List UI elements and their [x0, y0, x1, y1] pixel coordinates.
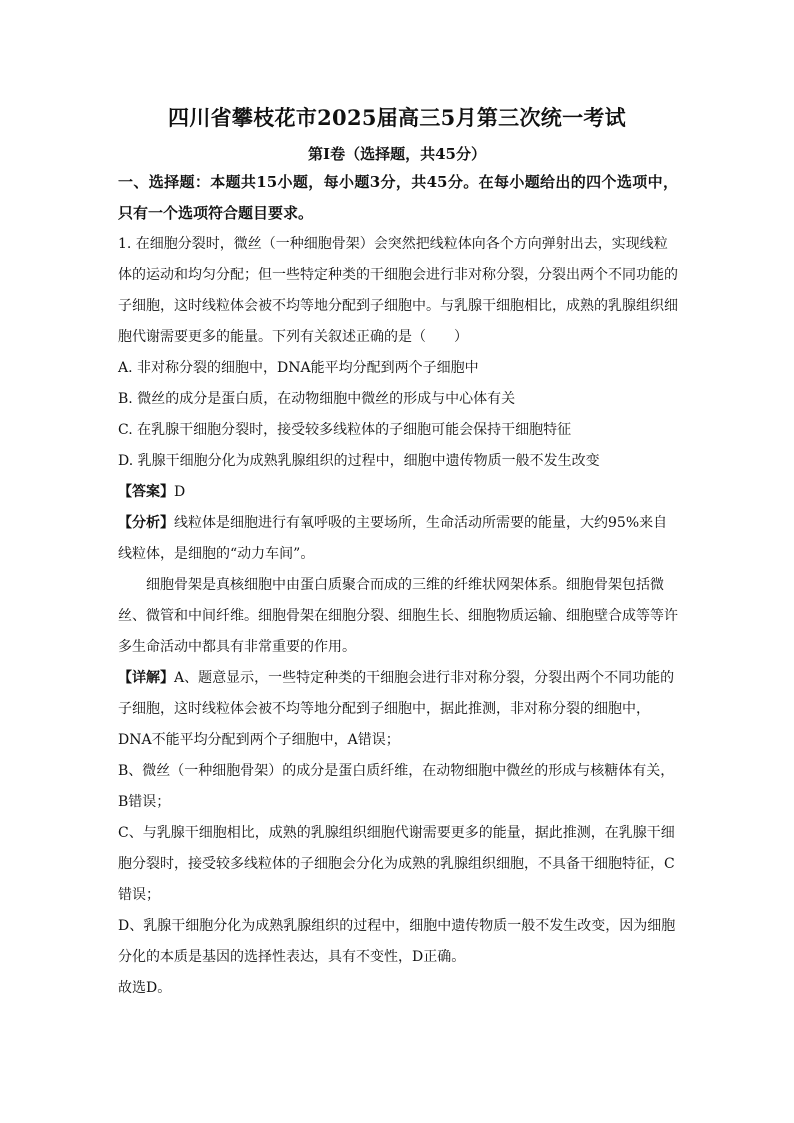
analysis-paragraph — [118, 508, 678, 570]
option-b: B. 微丝的成分是蛋白质，在动物细胞中微丝的形成与中心体有关 — [118, 391, 516, 407]
option-a: A. 非对称分裂的细胞中，DNA能平均分配到两个子细胞中 — [118, 360, 479, 376]
detail-paragraph-a — [118, 663, 678, 756]
exam-subtitle: 第I卷（选择题，共45分） — [308, 145, 486, 163]
exam-title: 四川省攀枝花市2025届高三5月第三次统一考试 — [168, 105, 626, 130]
detail-paragraph-d: D、乳腺干细胞分化为成熟乳腺组织的过程中，细胞中遗传物质一般不发生改变，因为细胞分化的本质是基因的选择性表达，具有不变性，D正确。 — [118, 918, 676, 965]
answer-label: 【答案】 — [118, 484, 174, 500]
detail-label: 【详解】 — [118, 670, 174, 686]
analysis-text: 线粒体是细胞进行有氧呼吸的主要场所，生命活动所需要的能量，大约95%来自线粒体，是细胞的“动力车间”。 — [118, 515, 668, 562]
answer-value: D — [174, 484, 186, 500]
question-stem: 1. 在细胞分裂时，微丝（一种细胞骨架）会突然把线粒体向各个方向弹射出去，实现线粒体的运动和均匀分配；但一些特定种类的干细胞会进行非对称分裂，分裂出两个不同功能的子细胞，这时线粒体会被不均等地分配到子细胞中。与乳腺干细胞相比，成熟的乳腺组织细胞代谢需要更多的能量。下列有关叙述正确的是（ ） — [118, 236, 678, 345]
analysis-paragraph-2: 细胞骨架是真核细胞中由蛋白质聚合而成的三维的纤维状网架体系。细胞骨架包括微丝、微管和中间纤维。细胞骨架在细胞分裂、细胞生长、细胞物质运输、细胞壁合成等等许多生命活动中都具有非常重要的作用。 — [118, 577, 678, 655]
detail-paragraph-b: B、微丝（一种细胞骨架）的成分是蛋白质纤维，在动物细胞中微丝的形成与核糖体有关，B错误； — [118, 763, 675, 810]
answer-line — [118, 477, 678, 508]
option-c: C. 在乳腺干细胞分裂时，接受较多线粒体的子细胞可能会保持干细胞特征 — [118, 422, 572, 438]
analysis-label: 【分析】 — [118, 515, 174, 531]
option-d: D. 乳腺干细胞分化为成熟乳腺组织的过程中，细胞中遗传物质一般不发生改变 — [118, 453, 600, 469]
conclusion: 故选D。 — [118, 980, 172, 996]
document-body — [118, 167, 678, 1004]
detail-paragraph-c: C、与乳腺干细胞相比，成熟的乳腺组织细胞代谢需要更多的能量，据此推测，在乳腺干细胞分裂时，接受较多线粒体的子细胞会分化为成熟的乳腺组织细胞，不具备干细胞特征，C错误； — [118, 825, 675, 903]
section-heading: 一、选择题：本题共15小题，每小题3分，共45分。在每小题给出的四个选项中，只有一个选项符合题目要求。 — [118, 173, 678, 222]
detail-text-a: A、题意显示，一些特定种类的干细胞会进行非对称分裂，分裂出两个不同功能的子细胞，这时线粒体会被不均等地分配到子细胞中，据此推测，非对称分裂的细胞中，DNA不能平均分配到两个子细胞中，A错误； — [118, 670, 675, 748]
